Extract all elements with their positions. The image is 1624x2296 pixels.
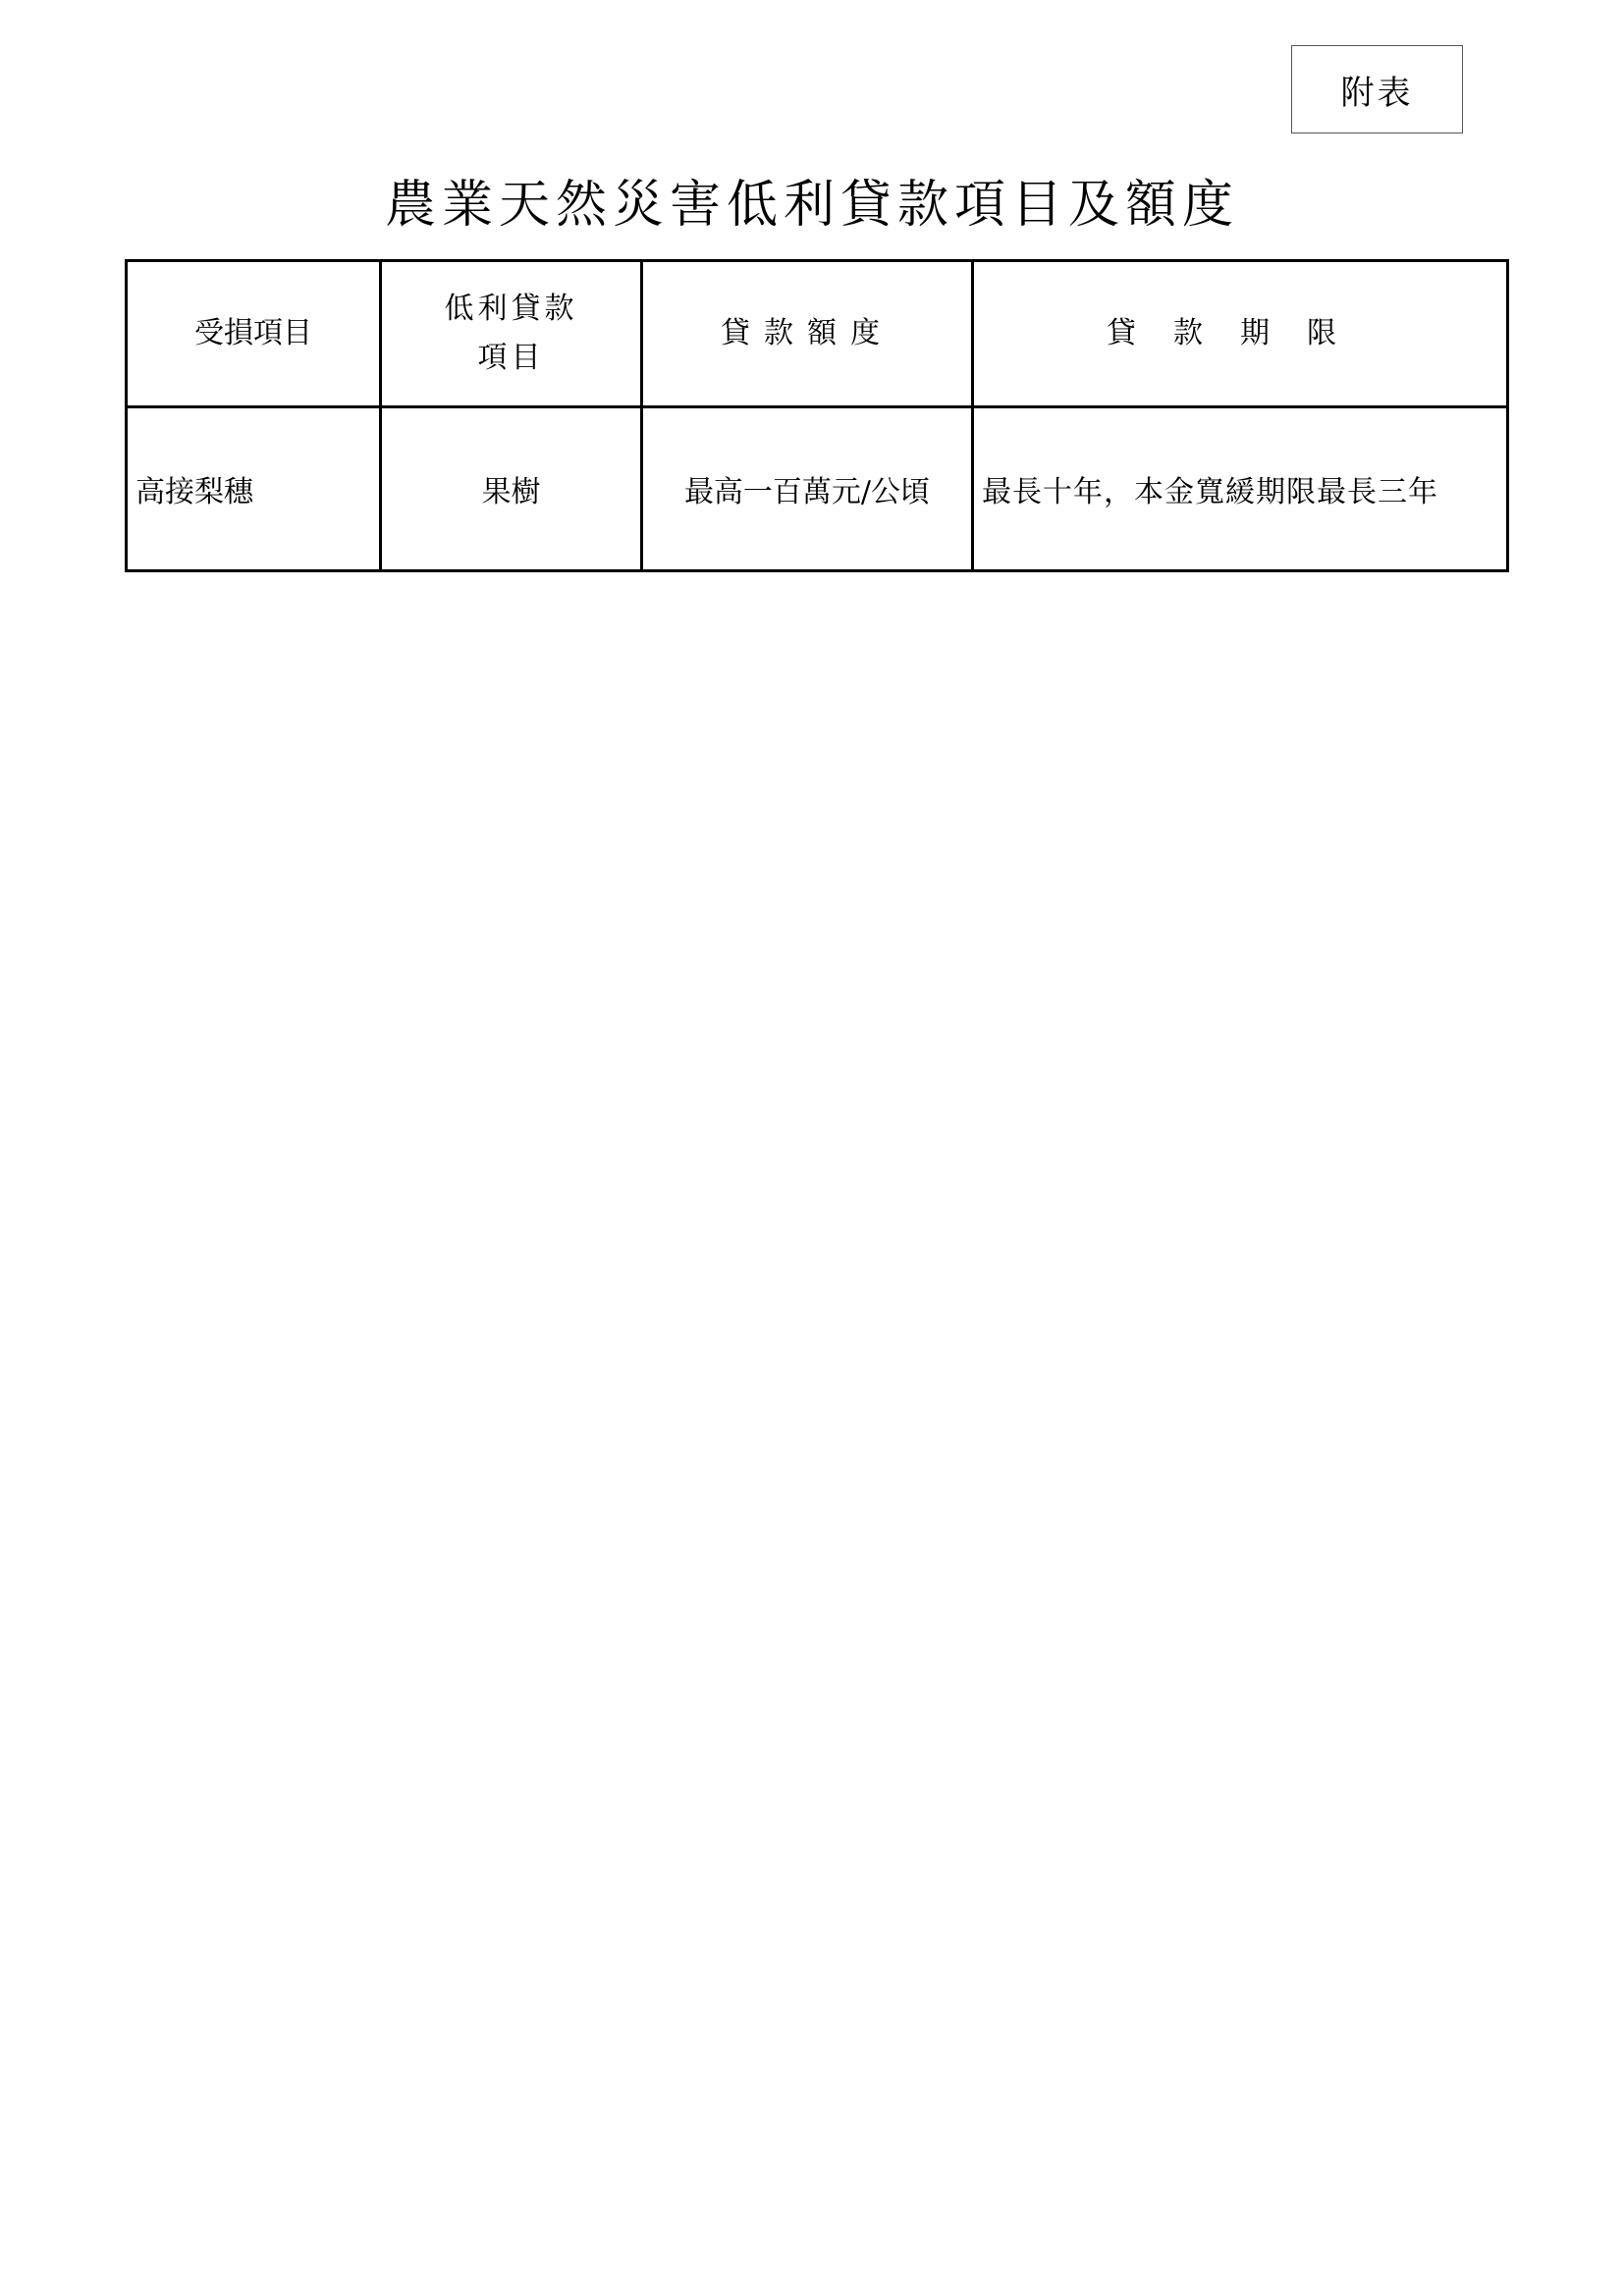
header-cell-loan-term xyxy=(973,261,1508,407)
header-damaged-item: 受損項目 xyxy=(194,316,312,350)
attachment-label: 附表 xyxy=(1340,73,1414,113)
cell-damaged-item: 高接梨穗 xyxy=(127,407,381,571)
table-header-row xyxy=(127,261,1508,407)
document-title: 農業天然災害低利貸款項目及額度 xyxy=(384,176,1239,235)
header-cell-loan-item xyxy=(381,261,642,407)
cell-loan-amount: 最高一百萬元/公頃 xyxy=(642,407,973,571)
header-loan-item-line2: 項目 xyxy=(477,341,545,375)
attachment-label-box xyxy=(1291,45,1463,133)
header-loan-term: 貸款期限 xyxy=(1107,316,1374,350)
loan-table xyxy=(125,259,1509,572)
header-cell-damaged-item xyxy=(127,261,381,407)
cell-loan-term: 最長十年，本金寬緩期限最長三年 xyxy=(973,407,1508,571)
header-loan-item-line1: 低利貸款 xyxy=(444,292,578,326)
cell-loan-item: 果樹 xyxy=(381,407,642,571)
header-cell-loan-amount xyxy=(642,261,973,407)
header-loan-amount: 貸款額度 xyxy=(721,316,893,350)
table-row xyxy=(127,407,1508,571)
